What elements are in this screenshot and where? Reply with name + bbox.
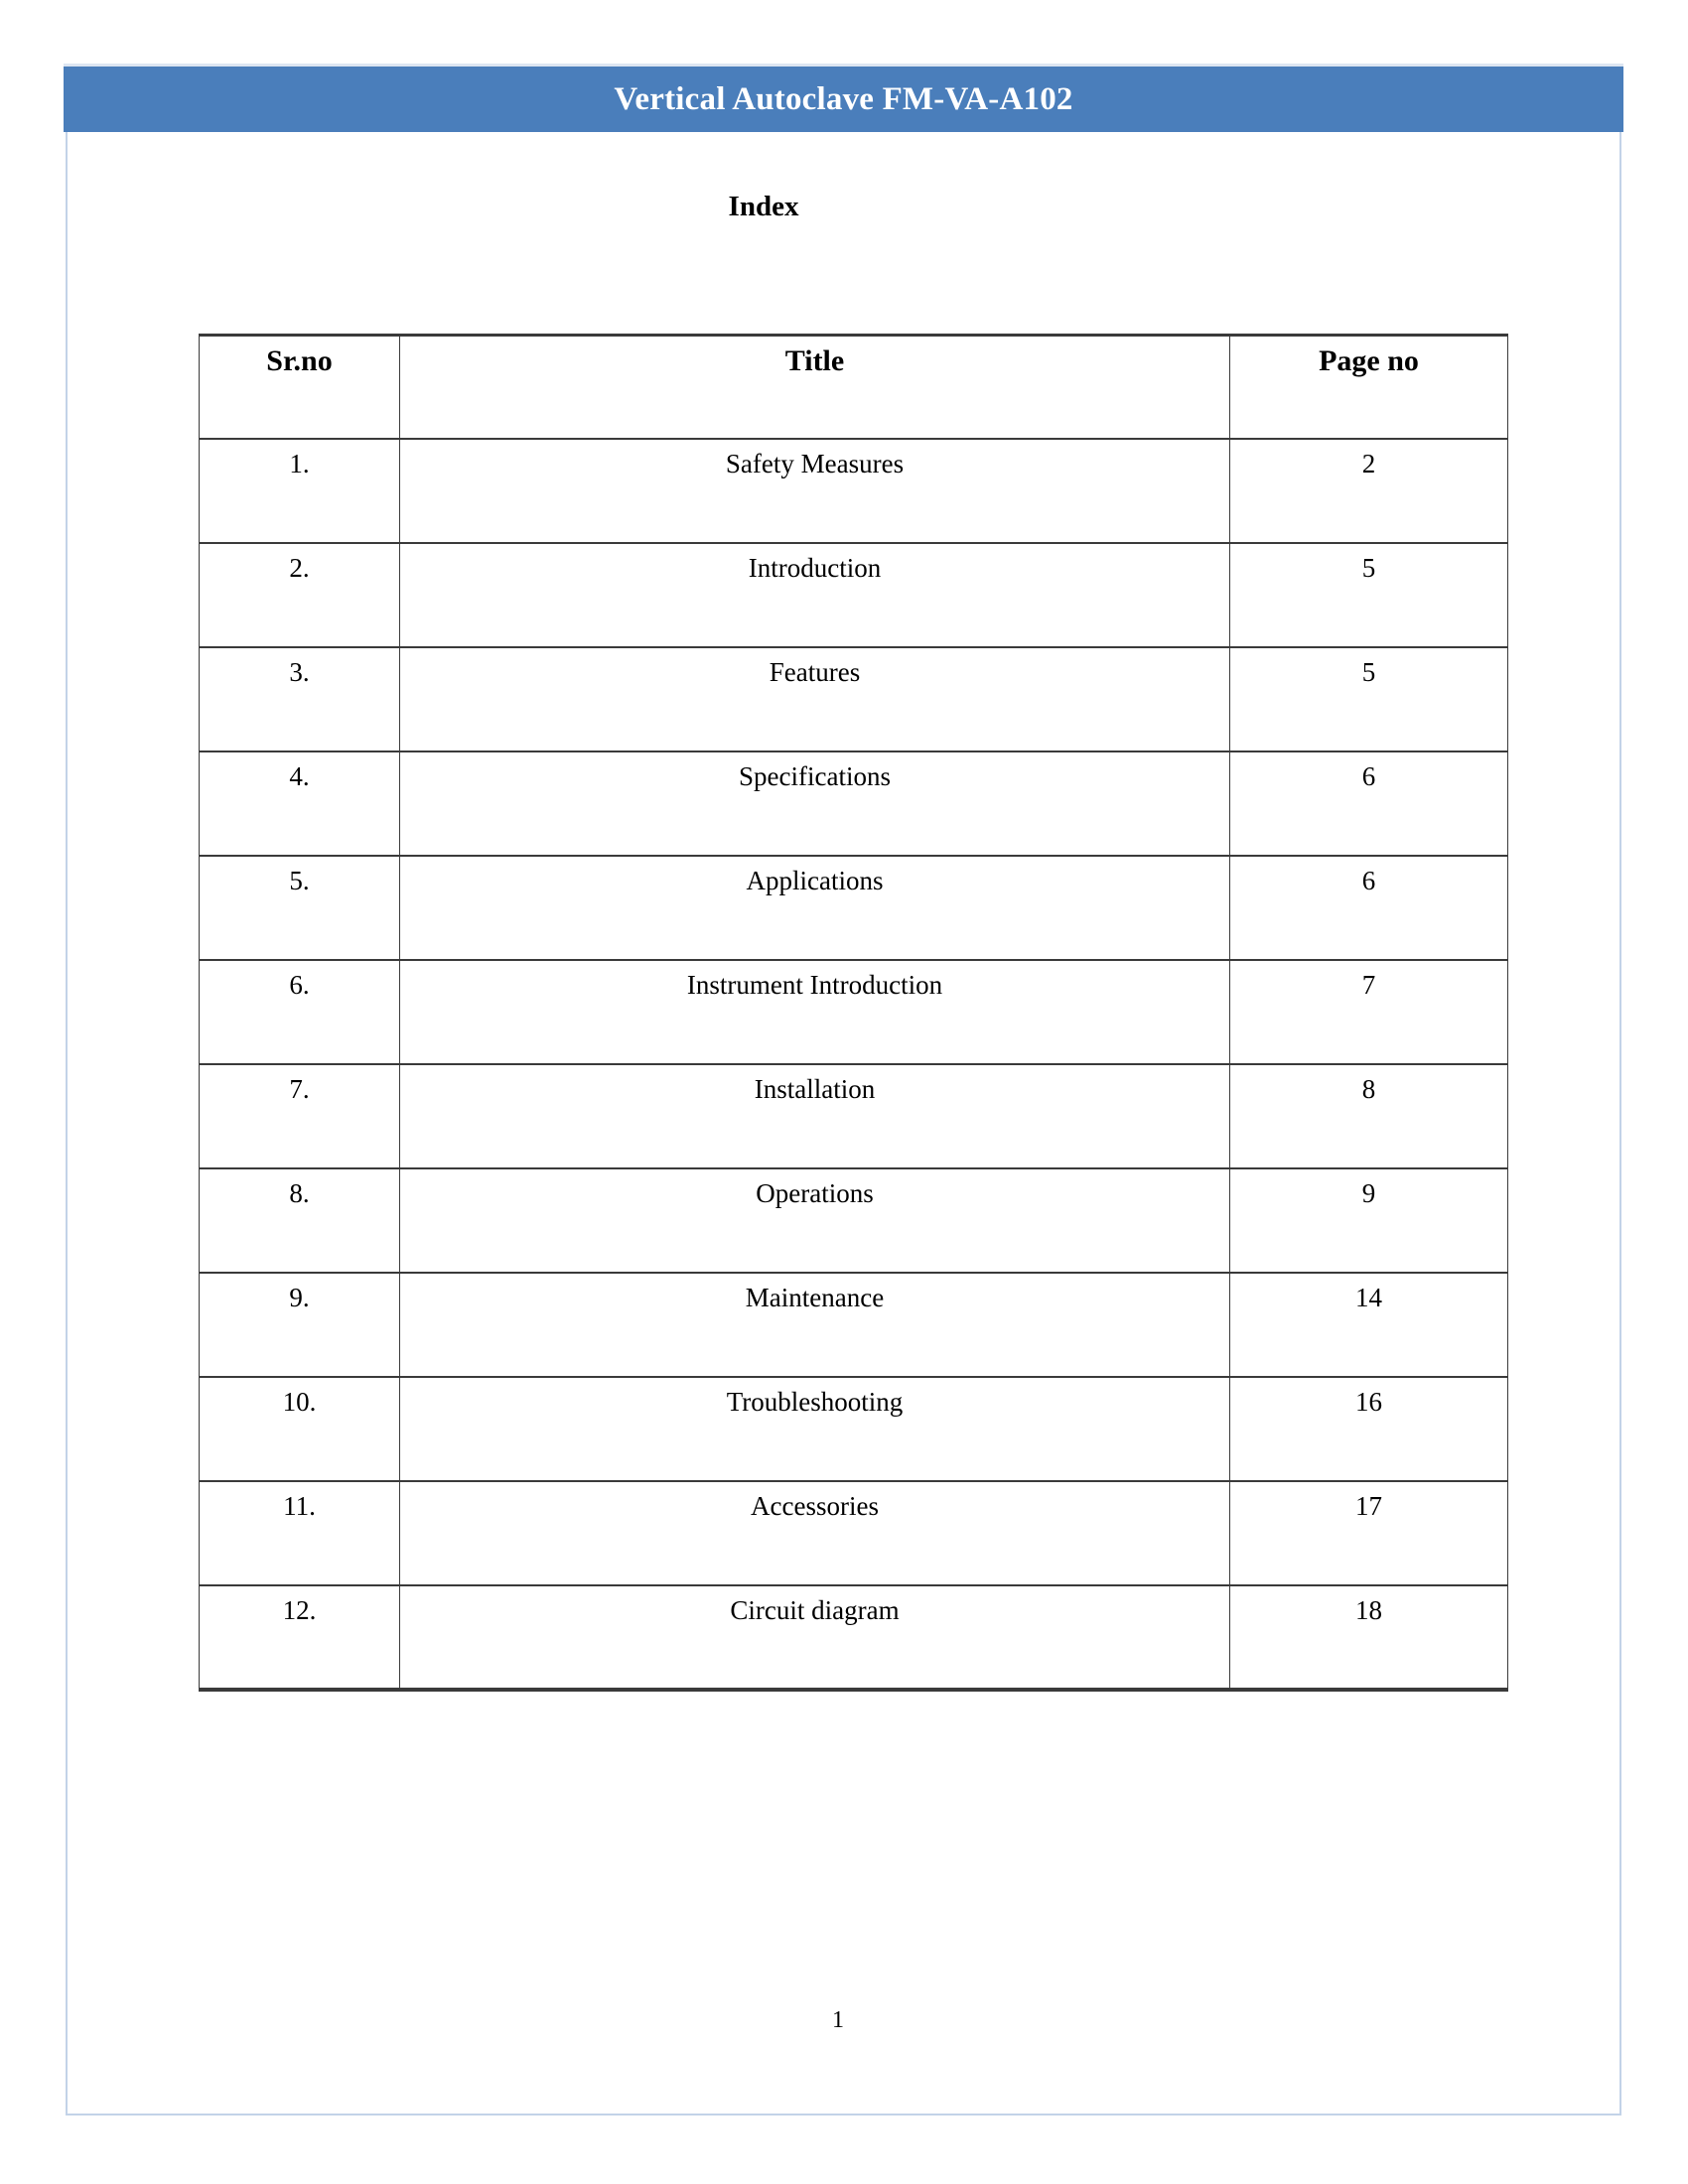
cell-srno: 8. xyxy=(200,1168,400,1273)
table-row xyxy=(200,439,1508,543)
table-row xyxy=(200,1273,1508,1377)
index-section-heading: Index xyxy=(728,191,799,222)
column-header-page: Page no xyxy=(1230,336,1508,439)
table-row xyxy=(200,751,1508,856)
cell-srno: 3. xyxy=(200,647,400,751)
cell-title[interactable]: Maintenance xyxy=(400,1273,1230,1377)
column-header-srno: Sr.no xyxy=(200,336,400,439)
cell-srno: 5. xyxy=(200,856,400,960)
cell-title[interactable]: Instrument Introduction xyxy=(400,960,1230,1064)
cell-page: 6 xyxy=(1230,856,1508,960)
table-row xyxy=(200,1168,1508,1273)
cell-srno: 9. xyxy=(200,1273,400,1377)
cell-page: 14 xyxy=(1230,1273,1508,1377)
cell-srno: 1. xyxy=(200,439,400,543)
cell-page: 7 xyxy=(1230,960,1508,1064)
index-table-header xyxy=(200,336,1508,439)
cell-srno: 2. xyxy=(200,543,400,647)
document-title: Vertical Autoclave FM-VA-A102 xyxy=(614,80,1073,117)
cell-srno: 6. xyxy=(200,960,400,1064)
cell-srno: 12. xyxy=(200,1585,400,1690)
table-row xyxy=(200,647,1508,751)
table-row xyxy=(200,1481,1508,1585)
table-row xyxy=(200,1377,1508,1481)
cell-page: 2 xyxy=(1230,439,1508,543)
cell-srno: 7. xyxy=(200,1064,400,1168)
cell-title[interactable]: Circuit diagram xyxy=(400,1585,1230,1690)
cell-title[interactable]: Applications xyxy=(400,856,1230,960)
cell-page: 9 xyxy=(1230,1168,1508,1273)
cell-title[interactable]: Operations xyxy=(400,1168,1230,1273)
cell-page: 5 xyxy=(1230,543,1508,647)
column-header-title: Title xyxy=(400,336,1230,439)
cell-page: 8 xyxy=(1230,1064,1508,1168)
table-row xyxy=(200,960,1508,1064)
index-table xyxy=(199,334,1508,1692)
document-header-banner xyxy=(64,64,1623,132)
cell-title[interactable]: Specifications xyxy=(400,751,1230,856)
cell-page: 16 xyxy=(1230,1377,1508,1481)
table-row xyxy=(200,543,1508,647)
cell-page: 6 xyxy=(1230,751,1508,856)
cell-title[interactable]: Introduction xyxy=(400,543,1230,647)
cell-srno: 4. xyxy=(200,751,400,856)
cell-title[interactable]: Accessories xyxy=(400,1481,1230,1585)
table-row xyxy=(200,856,1508,960)
index-table-container xyxy=(199,334,1507,1692)
index-table-body xyxy=(200,439,1508,1690)
table-row xyxy=(200,1064,1508,1168)
cell-title[interactable]: Troubleshooting xyxy=(400,1377,1230,1481)
cell-title[interactable]: Safety Measures xyxy=(400,439,1230,543)
cell-title[interactable]: Installation xyxy=(400,1064,1230,1168)
table-row xyxy=(200,1585,1508,1690)
cell-page: 5 xyxy=(1230,647,1508,751)
footer-page-number: 1 xyxy=(832,2007,844,2033)
cell-page: 18 xyxy=(1230,1585,1508,1690)
cell-title[interactable]: Features xyxy=(400,647,1230,751)
table-header-row xyxy=(200,336,1508,439)
cell-srno: 10. xyxy=(200,1377,400,1481)
cell-srno: 11. xyxy=(200,1481,400,1585)
cell-page: 17 xyxy=(1230,1481,1508,1585)
